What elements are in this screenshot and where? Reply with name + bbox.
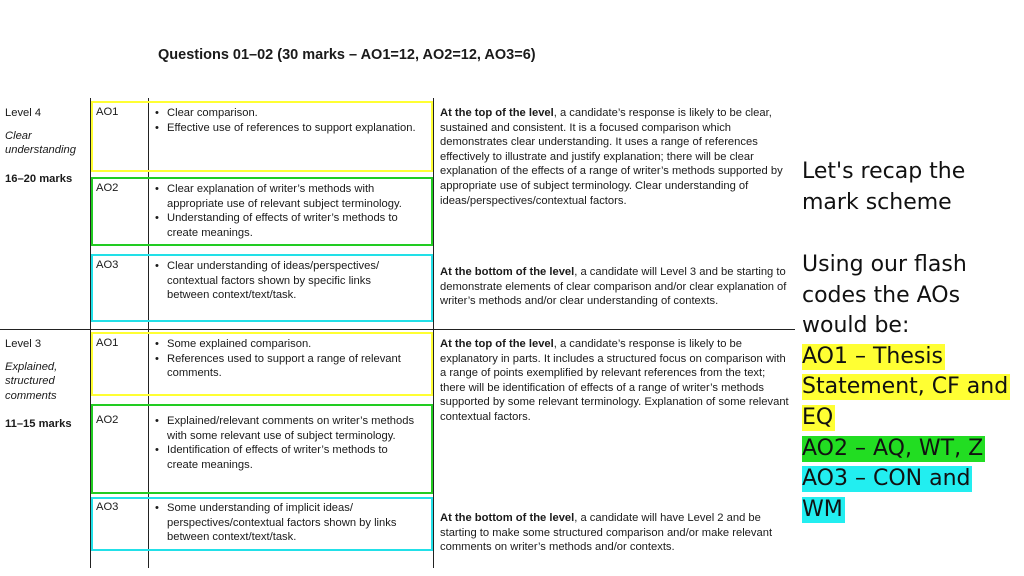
ao3-flash-code: AO3 – CON and — [802, 466, 971, 492]
flash-codes-list — [802, 250, 1010, 525]
column-divider — [433, 98, 434, 568]
level-bottom-description — [440, 265, 792, 309]
ao-label: AO3 — [96, 259, 119, 271]
criteria-item: • Identification of effects of writer’s methods to create meanings. — [153, 443, 415, 472]
level-name: Explained, — [5, 360, 58, 373]
criteria-item: • Explained/relevant comments on writer’s methods with some relevant use of subject terminology. — [153, 414, 415, 443]
criteria-item: • Some explained comparison. — [153, 337, 431, 352]
criteria-item: • Understanding of effects of writer’s methods to create meanings. — [153, 211, 431, 240]
ao-label: AO1 — [96, 337, 119, 349]
ao3-criteria — [153, 501, 428, 545]
level-name: comments — [5, 389, 57, 402]
level-top-description — [440, 337, 792, 425]
recap-heading — [802, 157, 965, 218]
criteria-item: • Some understanding of implicit ideas/ perspectives/contextual factors shown by links between context/text/task. — [153, 501, 428, 545]
recap-line: Let's recap the — [802, 159, 966, 184]
ao1-flash-code: EQ — [802, 404, 834, 430]
criteria-item: • Clear comparison. — [153, 106, 428, 121]
level-marks: 16–20 marks — [5, 172, 73, 185]
level-4-label — [5, 106, 76, 186]
level-name: understanding — [5, 144, 76, 157]
description-text: , a candidate’s response is likely to be clear, sustained and consistent. It is a focused comparison which demonstrates clear understanding. It uses a range of references effectively to illustrate and justify explanation; there will be clear explanation of the effects of a range of writer’s methods supported by appropriate use of subject terminology. Clear understanding of ideas/perspectives/contextual factors. — [440, 107, 783, 207]
criteria-item: • Clear understanding of ideas/perspectives/ contextual factors shown by specific links between context/text/task. — [153, 259, 415, 303]
flash-intro-line: would be: — [802, 313, 910, 339]
recap-line: mark scheme — [802, 189, 952, 215]
level-top-description — [440, 106, 792, 208]
description-text: , a candidate’s response is likely to be explanatory in parts. It includes a structured focus on comparison with a range of points exemplified by relevant references from the text; there will be identification of effects of a range of writer’s methods supported by some relevant terminology. Explanation of some relevant contextual factors. — [440, 338, 789, 423]
description-heading: At the top of the level — [440, 338, 554, 350]
level-divider — [0, 329, 795, 330]
page-title: Questions 01–02 (30 marks – AO1=12, AO2=12, AO3=6) — [158, 47, 536, 63]
ao-label: AO1 — [96, 106, 119, 118]
ao-label: AO2 — [96, 414, 119, 426]
criteria-item: • References used to support a range of relevant comments. — [153, 352, 431, 381]
ao-label: AO3 — [96, 501, 119, 513]
level-marks: 11–15 marks — [5, 418, 72, 431]
ao3-criteria — [153, 259, 415, 303]
criteria-item: • Effective use of references to support explanation. — [153, 121, 428, 136]
ao1-flash-code: Statement, CF and — [802, 374, 1009, 400]
ao3-flash-code: WM — [802, 496, 843, 522]
level-3-label — [5, 337, 72, 432]
level-name: Clear — [5, 129, 32, 142]
flash-intro-line: Using our flash — [802, 252, 967, 277]
description-heading: At the bottom of the level — [440, 266, 575, 278]
description-heading: At the top of the level — [440, 107, 554, 119]
description-text: , a candidate will Level 3 and be starting to demonstrate elements of clear comparison and/or clear explanation of writer’s methods and/or clear understanding of contexts. — [440, 266, 787, 308]
level-name: structured — [5, 375, 55, 388]
ao2-criteria — [153, 414, 415, 472]
criteria-item: • Clear explanation of writer’s methods with appropriate use of relevant subject terminology. — [153, 182, 431, 211]
level-bottom-description — [440, 511, 792, 555]
ao1-criteria — [153, 337, 431, 381]
description-heading: At the bottom of the level — [440, 512, 575, 524]
flash-intro-line: codes the AOs — [802, 282, 961, 308]
ao-label: AO2 — [96, 182, 119, 194]
ao1-flash-code: AO1 – Thesis — [802, 343, 943, 369]
ao2-flash-code: AO2 – AQ, WT, Z — [802, 435, 984, 461]
ao1-criteria — [153, 106, 428, 135]
level-number: Level 3 — [5, 338, 42, 350]
ao2-criteria — [153, 182, 431, 240]
level-number: Level 4 — [5, 107, 42, 119]
description-text: , a candidate will have Level 2 and be starting to make some structured comparison and/or make relevant comments on writer’s methods and/or contexts. — [440, 512, 773, 554]
